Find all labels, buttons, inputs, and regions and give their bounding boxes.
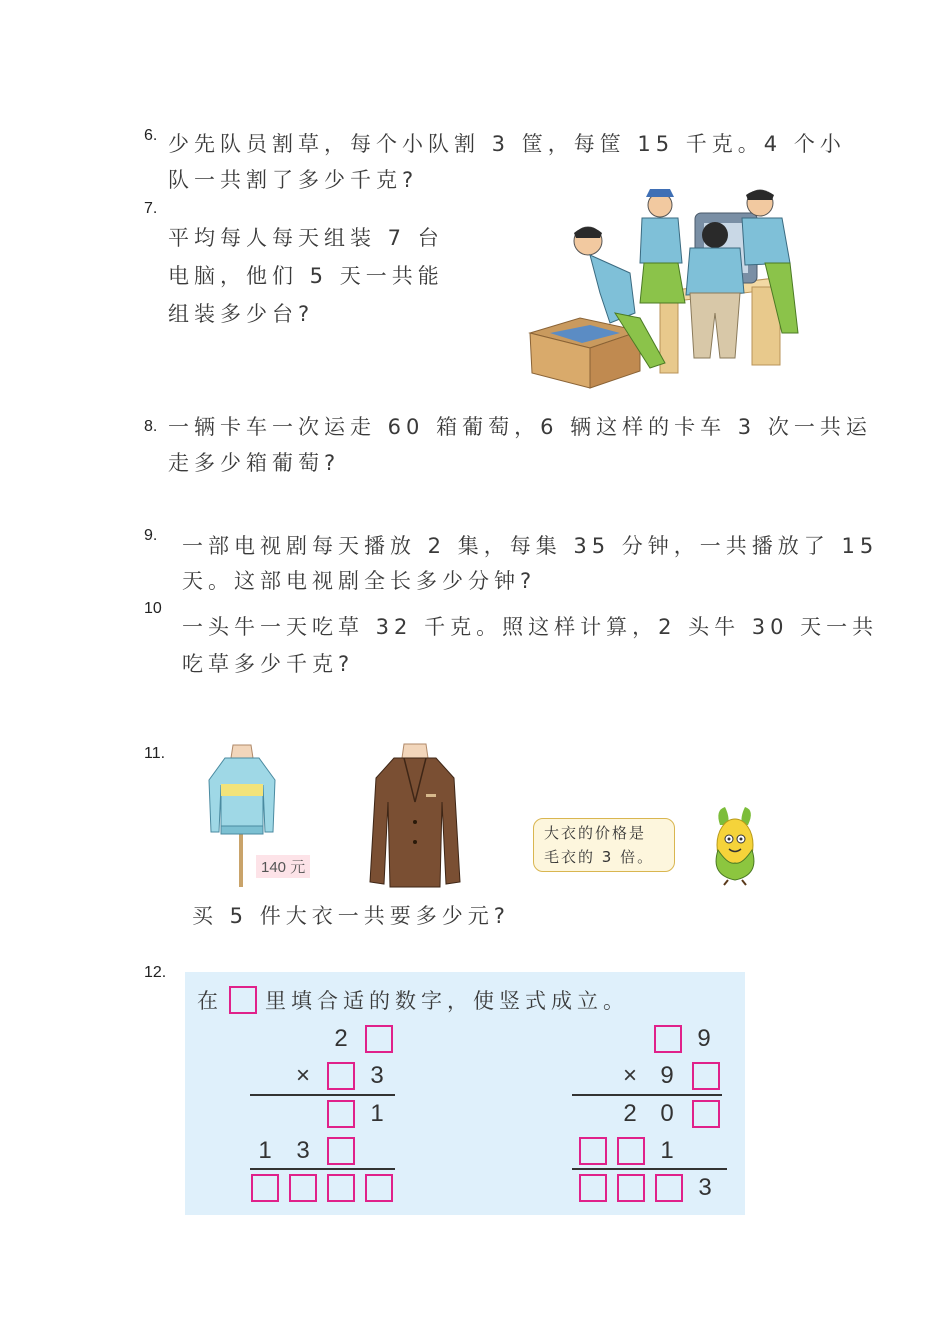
- speech-bubble: [533, 818, 675, 872]
- workers-assembling-computers-illustration: [520, 183, 830, 393]
- problem-10-line-2: 吃草多少千克?: [182, 652, 355, 676]
- left-rule-2: [250, 1168, 395, 1170]
- right-result-blank-2[interactable]: [617, 1174, 645, 1202]
- right-rule-2: [572, 1168, 727, 1170]
- problem-11-question: 买 5 件大衣一共要多少元?: [192, 904, 510, 928]
- right-partial2-blank-2[interactable]: [617, 1137, 645, 1165]
- left-partial2-digit-2: 3: [296, 1137, 310, 1164]
- right-multiplier-digit: 9: [660, 1062, 674, 1089]
- problem-10-number: 10: [144, 600, 162, 617]
- price-tag: 140 元: [256, 855, 310, 878]
- left-result-blank-2[interactable]: [289, 1174, 317, 1202]
- left-multiplier-blank[interactable]: [327, 1062, 355, 1090]
- right-result-blank-1[interactable]: [579, 1174, 607, 1202]
- problem-7-number: 7.: [144, 200, 158, 217]
- left-top-digit: 2: [334, 1025, 348, 1052]
- coat-illustration: [368, 742, 463, 890]
- problem-8-number: 8.: [144, 418, 158, 435]
- problem-9-line-1: 一部电视剧每天播放 2 集，每集 35 分钟，一共播放了 15: [182, 534, 879, 558]
- right-result-blank-3[interactable]: [655, 1174, 683, 1202]
- bubble-line-2: 毛衣的 3 倍。: [544, 848, 655, 866]
- problem-6-line-2: 队一共割了多少千克?: [168, 168, 419, 192]
- right-multiplier-blank[interactable]: [692, 1062, 720, 1090]
- right-result-digit: 3: [698, 1174, 712, 1201]
- problem-10-line-1: 一头牛一天吃草 32 千克。照这样计算，2 头牛 30 天一共: [182, 615, 879, 639]
- bubble-line-1: 大衣的价格是: [544, 824, 647, 842]
- problem-9-line-2: 天。这部电视剧全长多少分钟?: [182, 569, 537, 593]
- problem-7-line-1: 平均每人每天组装 7 台: [168, 226, 444, 250]
- problem-7-line-3: 组装多少台?: [168, 302, 315, 326]
- problem-11-number: 11.: [144, 745, 166, 762]
- left-result-blank-3[interactable]: [327, 1174, 355, 1202]
- left-partial2-digit-1: 1: [258, 1137, 272, 1164]
- right-times-sign: ×: [622, 1062, 637, 1089]
- left-rule-1: [250, 1094, 395, 1096]
- legend-box: [229, 986, 257, 1014]
- right-top-blank[interactable]: [654, 1025, 682, 1053]
- problem-8-line-1: 一辆卡车一次运走 60 箱葡萄，6 辆这样的卡车 3 次一共运: [168, 415, 872, 439]
- right-partial1-blank[interactable]: [692, 1100, 720, 1128]
- puzzle-instruction: [197, 985, 629, 1018]
- corn-mascot-illustration: [700, 805, 770, 887]
- left-result-blank-1[interactable]: [251, 1174, 279, 1202]
- problem-8-line-2: 走多少箱葡萄?: [168, 451, 341, 475]
- right-partial1-digit-1: 2: [623, 1100, 637, 1127]
- instruction-prefix: 在: [197, 989, 223, 1013]
- right-partial1-digit-2: 0: [660, 1100, 674, 1127]
- left-result-blank-4[interactable]: [365, 1174, 393, 1202]
- left-times-sign: ×: [295, 1062, 310, 1089]
- instruction-suffix: 里填合适的数字，使竖式成立。: [265, 989, 629, 1013]
- problem-6-line-1: 少先队员割草，每个小队割 3 筐，每筐 15 千克。4 个小: [168, 132, 846, 156]
- right-top-digit: 9: [697, 1025, 711, 1052]
- problem-7-line-2: 电脑，他们 5 天一共能: [168, 264, 444, 288]
- left-partial2-blank[interactable]: [327, 1137, 355, 1165]
- right-partial2-digit: 1: [660, 1137, 674, 1164]
- left-partial1-digit: 1: [370, 1100, 384, 1127]
- problem-6-number: 6.: [144, 127, 158, 144]
- left-top-blank[interactable]: [365, 1025, 393, 1053]
- right-partial2-blank-1[interactable]: [579, 1137, 607, 1165]
- problem-12-number: 12.: [144, 964, 167, 981]
- problem-9-number: 9.: [144, 527, 158, 544]
- right-rule-1: [572, 1094, 722, 1096]
- left-multiplier-digit: 3: [370, 1062, 384, 1089]
- left-partial1-blank[interactable]: [327, 1100, 355, 1128]
